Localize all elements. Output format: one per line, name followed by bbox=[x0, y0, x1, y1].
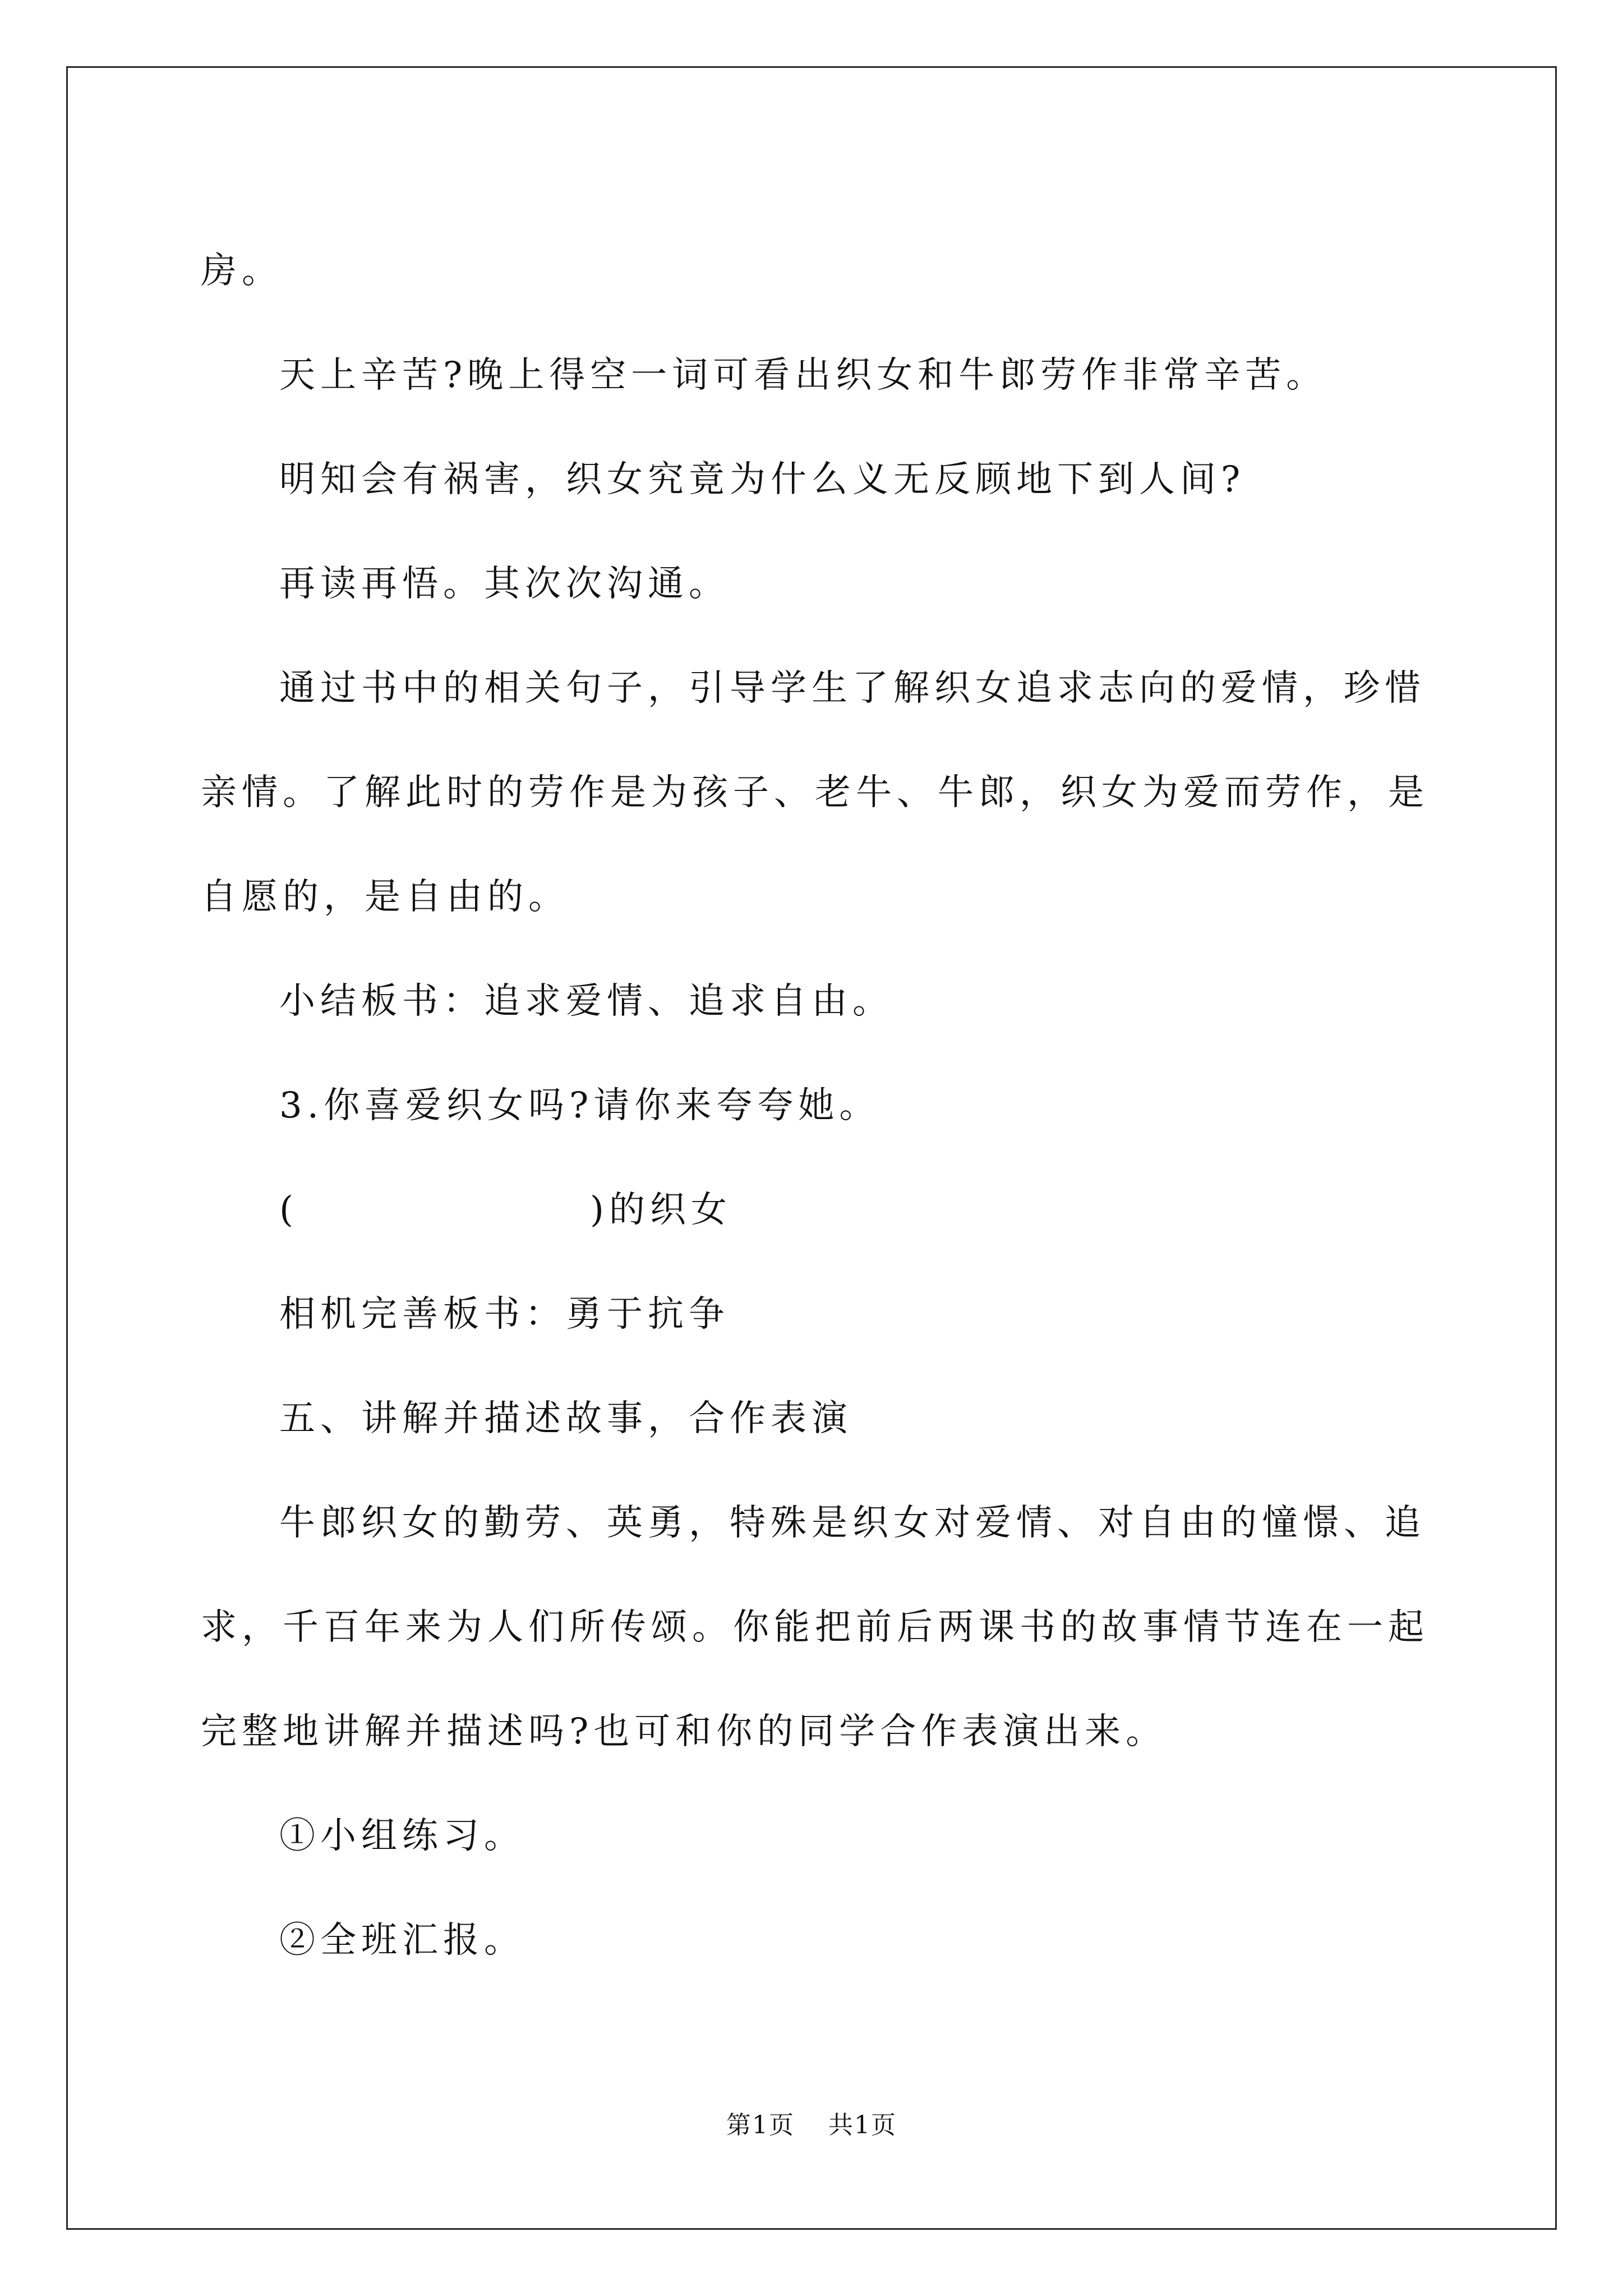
page-number: 第1页 bbox=[726, 2111, 795, 2139]
paragraph-line: 完整地讲解并描述吗?也可和你的同学合作表演出来。 bbox=[201, 1711, 1167, 1752]
paragraph-line: 亲情。了解此时的劳作是为孩子、老牛、牛郎，织女为爱而劳作，是 bbox=[201, 772, 1429, 813]
paragraph: 3.你喜爱织女吗?请你来夸夸她。 bbox=[279, 1085, 880, 1126]
paragraph-line: 自愿的，是自由的。 bbox=[201, 876, 569, 918]
paragraph: 天上辛苦?晚上得空一词可看出织女和牛郎劳作非常辛苦。 bbox=[279, 355, 1327, 396]
paragraph-continuation: 房。 bbox=[201, 250, 283, 292]
paragraph: 牛郎织女的勤劳、英勇，特殊是织女对爱情、对自由的憧憬、追 bbox=[279, 1502, 1426, 1544]
page-footer bbox=[0, 2105, 1623, 2141]
fill-in-blank-line bbox=[201, 1158, 1429, 1262]
blank-open-paren: ( bbox=[279, 1189, 298, 1231]
paragraph-line: 求，千百年来为人们所传颂。你能把前后两课书的故事情节连在一起 bbox=[201, 1607, 1429, 1648]
paragraph: 小结板书：追求爱情、追求自由。 bbox=[279, 981, 893, 1022]
list-item: ①小组练习。 bbox=[279, 1815, 525, 1857]
paragraph: 明知会有祸害，织女究竟为什么义无反顾地下到人间? bbox=[279, 459, 1246, 500]
paragraph: 相机完善板书：勇于抗争 bbox=[279, 1294, 730, 1335]
list-item: ②全班汇报。 bbox=[279, 1920, 525, 1961]
page-count: 共1页 bbox=[828, 2111, 897, 2139]
section-heading: 五、讲解并描述故事，合作表演 bbox=[279, 1398, 852, 1439]
blank-close-text: )的织女 bbox=[589, 1189, 732, 1231]
paragraph: 再读再悟。其次次沟通。 bbox=[279, 563, 730, 605]
document-body bbox=[201, 219, 1429, 1993]
paragraph: 通过书中的相关句子，引导学生了解织女追求志向的爱情，珍惜 bbox=[279, 668, 1426, 709]
